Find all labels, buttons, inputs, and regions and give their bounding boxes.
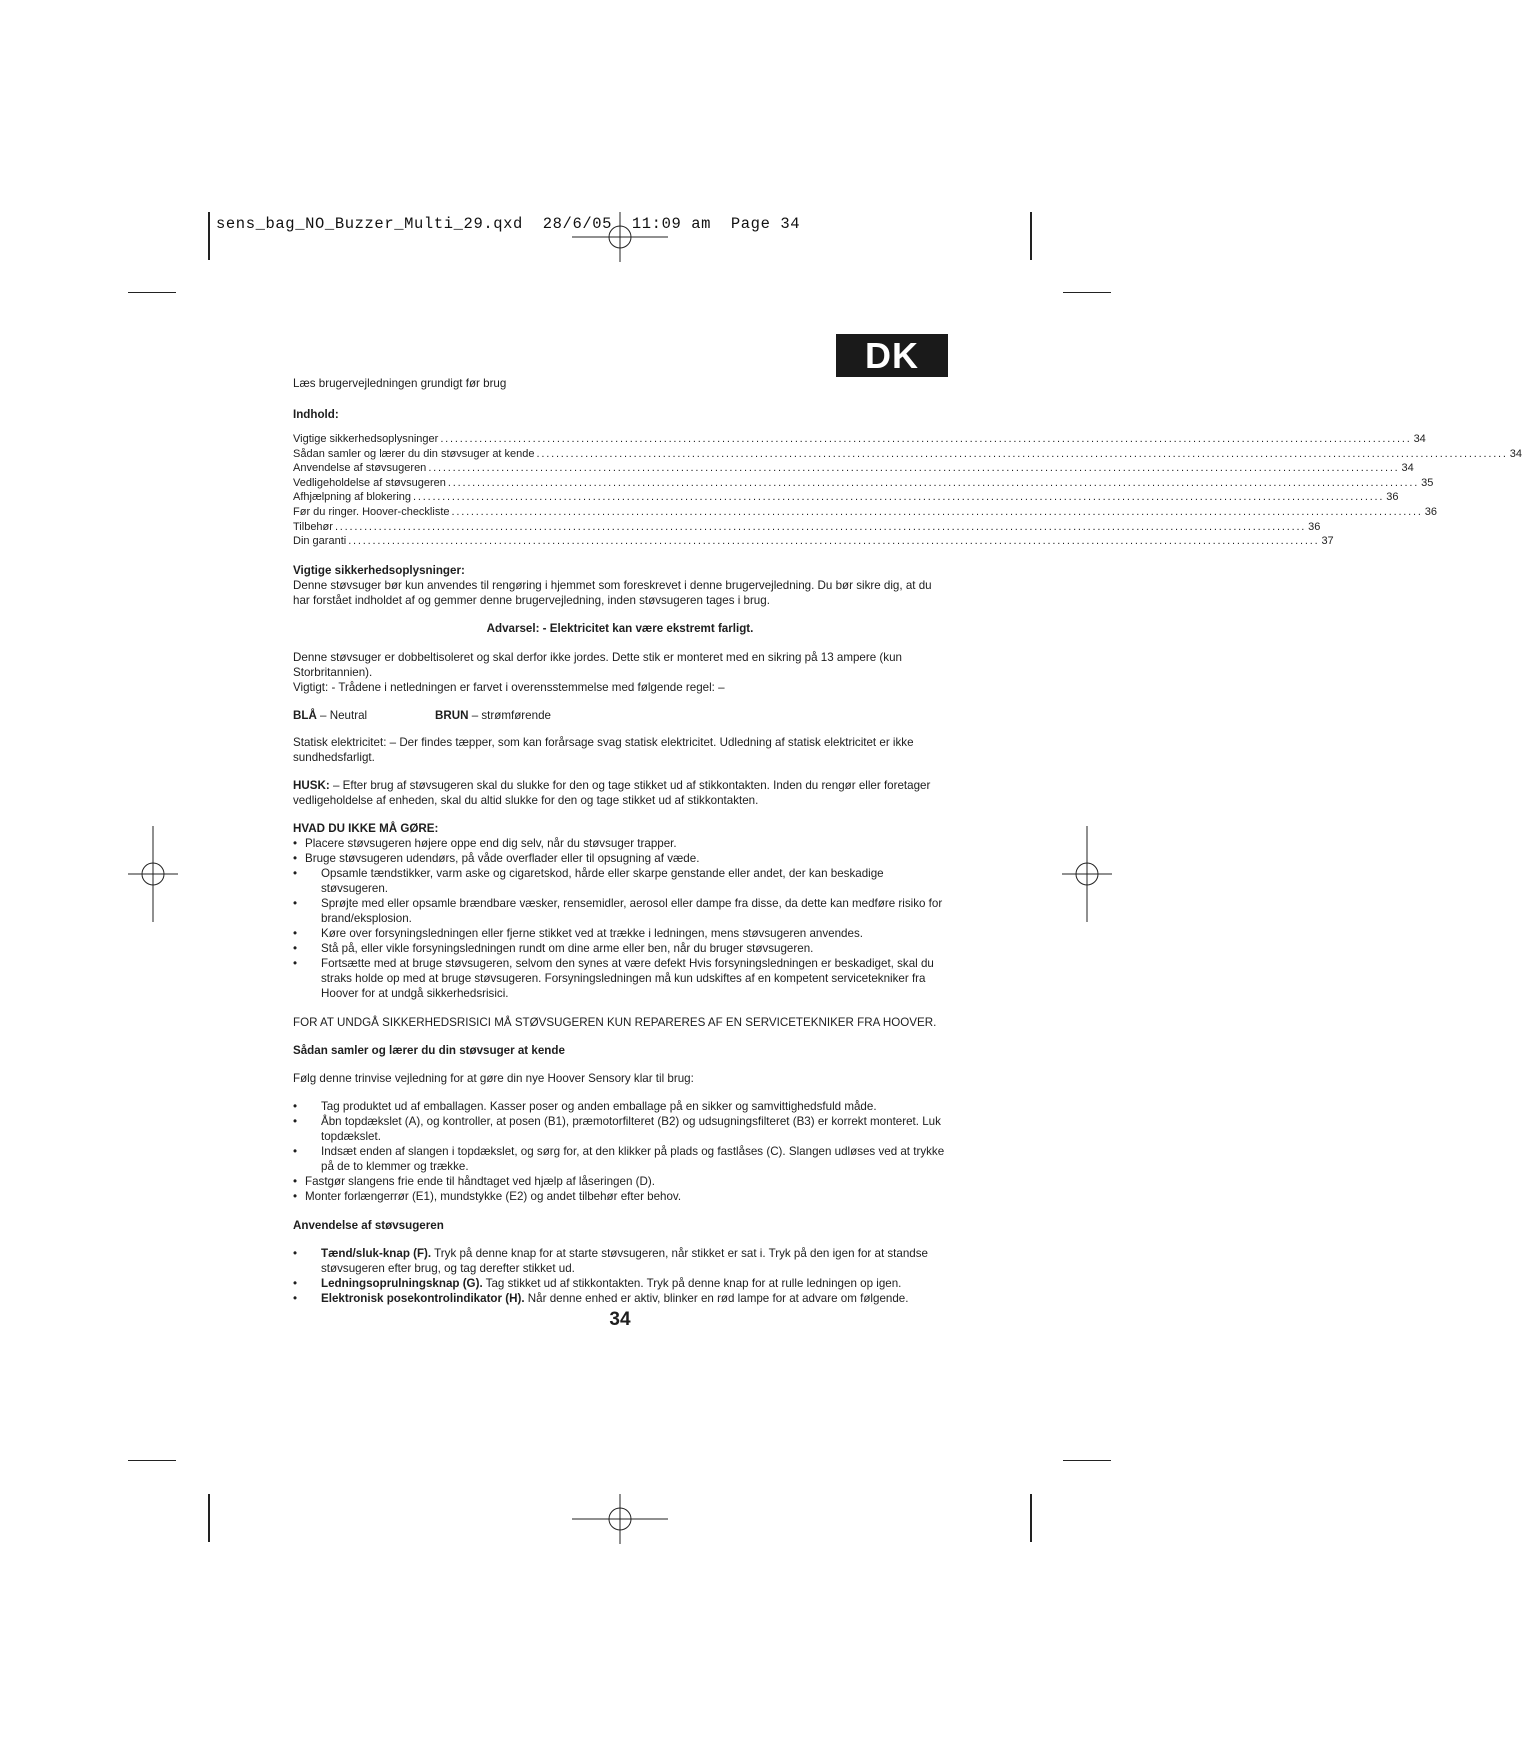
list-item: • Tag produktet ud af emballagen. Kasser poser og anden emballage på en sikker og samvittighedsfuld måde.	[293, 1099, 947, 1114]
list-item: • Bruge støvsugeren udendørs, på våde overflader eller til opsugning af væde.	[293, 851, 947, 866]
repair-notice: FOR AT UNDGÅ SIKKERHEDSRISICI MÅ STØVSUGEREN KUN REPARERES AF EN SERVICETEKNIKER FRA HOOVER.	[293, 1015, 937, 1029]
toc-entry-label: Før du ringer. Hoover-checkliste	[293, 505, 450, 518]
toc-entry-label: Vedligeholdelse af støvsugeren	[293, 476, 446, 489]
safety-heading: Vigtige sikkerhedsoplysninger:	[293, 563, 465, 577]
list-item: • Indsæt enden af slangen i topdækslet, og sørg for, at den klikker på plads og fastlåses (C). Slangen udløses ved at trykke på de to klemmer og trække.	[293, 1144, 947, 1174]
list-item: • Sprøjte med eller opsamle brændbare væsker, rensemidler, aerosol eller dampe fra disse, da dette kan medføre risiko for brand/eksplosion.	[293, 896, 947, 926]
toc-entry-page: 36	[1424, 505, 1437, 518]
assembly-list	[293, 1099, 947, 1204]
usage-item-text: Tryk på denne knap for at starte støvsugeren, når stikket er sat i. Tryk på den igen for at standse støvsugeren efter brug, og tag derefter stikket ud.	[321, 1246, 928, 1275]
toc-entry-page: 36	[1386, 491, 1399, 504]
page-number: 34	[609, 1308, 631, 1330]
husk-paragraph	[293, 778, 947, 808]
crop-mark	[128, 292, 176, 293]
toc-entry-page: 35	[1421, 476, 1434, 489]
list-item: • Fortsætte med at bruge støvsugeren, selvom den synes at være defekt Hvis forsyningsledningen er beskadiget, skal du straks holde op med at bruge støvsugeren. Forsyningsledningen må kun udskiftes af en kompetent servicetekniker fra Hoover for at undgå sikkerhedsrisici.	[293, 956, 947, 1001]
dont-list	[293, 836, 947, 1001]
list-item: • Monter forlængerrør (E1), mundstykke (E2) og andet tilbehør efter behov.	[293, 1189, 947, 1204]
usage-list	[293, 1246, 947, 1306]
list-item: • Stå på, eller vikle forsyningsledningen rundt om dine arme eller ben, når du bruger støvsugeren.	[293, 941, 947, 956]
registration-mark-top	[572, 212, 668, 262]
toc-entry	[293, 520, 1321, 535]
toc-entry-label: Tilbehør	[293, 520, 333, 533]
usage-item-text: Når denne enhed er aktiv, blinker en rød lampe for at advare om følgende.	[524, 1291, 909, 1305]
wire-blue	[293, 708, 435, 723]
static-electricity-paragraph: Statisk elektricitet: – Der findes tæpper, som kan forårsage svag statisk elektricitet. Udledning af statisk elektricitet er ikke sundhedsfarligt.	[293, 735, 914, 764]
print-slug: sens_bag_NO_Buzzer_Multi_29.qxd 28/6/05 11:09 am Page 34	[216, 215, 801, 233]
dont-heading: HVAD DU IKKE MÅ GØRE:	[293, 821, 439, 835]
toc-entry-label: Anvendelse af støvsugeren	[293, 462, 427, 475]
toc-entry-page: 34	[1413, 433, 1426, 445]
usage-item-label: Ledningsoprulningsknap (G).	[321, 1276, 483, 1290]
toc-entry-page: 34	[1509, 447, 1522, 460]
toc-dot-leader: ........................................................................................................................................................................................................	[348, 535, 1320, 548]
wire-colors	[293, 708, 947, 723]
safety-paragraph: Denne støvsuger bør kun anvendes til rengøring i hjemmet som foreskrevet i denne brugervejledning. Du bør sikre dig, at du har forstået indholdet af og gemmer denne brugervejledning, inden støvsugeren tages i brug.	[293, 578, 932, 607]
crop-mark	[1063, 292, 1111, 293]
wire-brown	[435, 708, 551, 723]
crop-mark	[128, 1460, 176, 1461]
toc-entry	[293, 490, 1399, 505]
registration-mark-bottom	[572, 1494, 668, 1544]
list-item: • Åbn topdækslet (A), og kontroller, at posen (B1), præmotorfilteret (B2) og udsugningsfilteret (B3) er korrekt monteret. Luk topdækslet.	[293, 1114, 947, 1144]
registration-mark-right	[1062, 826, 1112, 922]
toc-entry-page: 37	[1321, 535, 1334, 548]
list-item: • Fastgør slangens frie ende til håndtaget ved hjælp af låseringen (D).	[293, 1174, 947, 1189]
list-item	[293, 1276, 947, 1291]
list-item: • Placere støvsugeren højere oppe end dig selv, når du støvsuger trapper.	[293, 836, 947, 851]
usage-item-label: Tænd/sluk-knap (F).	[321, 1246, 432, 1260]
toc-dot-leader: ........................................................................................................................................................................................................	[413, 491, 1385, 504]
crop-mark	[1030, 1494, 1032, 1542]
main-content	[293, 376, 1522, 1330]
list-item: • Køre over forsyningsledningen eller fjerne stikket ved at trække i ledningen, mens støvsugeren anvendes.	[293, 926, 947, 941]
wire-blue-text: – Neutral	[316, 708, 368, 722]
list-item	[293, 1291, 947, 1306]
toc-dot-leader: ........................................................................................................................................................................................................	[428, 462, 1400, 475]
wire-blue-label: BLÅ	[293, 708, 317, 722]
usage-item-label: Elektronisk posekontrolindikator (H).	[321, 1291, 525, 1305]
toc-entry-label: Din garanti	[293, 535, 347, 548]
crop-mark	[208, 1494, 210, 1542]
husk-label: HUSK:	[293, 778, 330, 792]
toc-entry-label: Sådan samler og lærer du din støvsuger at kende	[293, 447, 535, 460]
insulation-paragraph: Denne støvsuger er dobbeltisoleret og skal derfor ikke jordes. Dette stik er monteret med en sikring på 13 ampere (kun Storbritannien).	[293, 650, 902, 679]
crop-mark	[1030, 212, 1032, 260]
list-item	[293, 1246, 947, 1276]
wire-brown-label: BRUN	[435, 708, 469, 722]
toc-dot-leader: ........................................................................................................................................................................................................	[447, 476, 1420, 489]
wire-brown-text: – strømførende	[468, 708, 551, 722]
toc-entry	[293, 505, 1437, 520]
toc-dot-leader: ........................................................................................................................................................................................................	[334, 520, 1307, 533]
crop-mark	[208, 212, 210, 260]
language-badge: DK	[836, 334, 948, 377]
toc-entry-label: Vigtige sikkerhedsoplysninger	[293, 433, 439, 445]
wiring-note: Vigtigt: - Trådene i netledningen er farvet i overensstemmelse med følgende regel: –	[293, 680, 725, 694]
toc-dot-leader: ........................................................................................................................................................................................................	[440, 433, 1412, 445]
toc-entry-label: Afhjælpning af blokering	[293, 491, 412, 504]
husk-text: – Efter brug af støvsugeren skal du slukke for den og tage stikket ud af stikkontakten. Inden du rengør eller foretager vedligeholdelse af enheden, skal du altid slukke for den og tage stikket ud af stikkontakten.	[293, 778, 931, 807]
toc-entry-page: 34	[1401, 462, 1414, 475]
intro-text: Læs brugervejledningen grundigt før brug	[293, 377, 507, 390]
assembly-intro: Følg denne trinvise vejledning for at gøre din nye Hoover Sensory klar til brug:	[293, 1071, 694, 1085]
toc-dot-leader: ........................................................................................................................................................................................................	[451, 505, 1423, 518]
toc-entry	[293, 461, 1414, 476]
toc-entry	[293, 476, 1434, 491]
table-of-contents	[293, 432, 1522, 549]
toc-dot-leader: ........................................................................................................................................................................................................	[536, 447, 1508, 460]
toc-entry-page: 36	[1308, 520, 1321, 533]
toc-heading: Indhold:	[293, 408, 339, 421]
toc-entry	[293, 447, 1522, 462]
list-item: • Opsamle tændstikker, varm aske og cigaretskod, hårde eller skarpe genstande eller andet, der kan beskadige støvsugeren.	[293, 866, 947, 896]
usage-heading: Anvendelse af støvsugeren	[293, 1218, 444, 1232]
electricity-warning: Advarsel: - Elektricitet kan være ekstremt farligt.	[486, 621, 754, 635]
toc-entry	[293, 534, 1334, 549]
registration-mark-left	[128, 826, 178, 922]
usage-item-text: Tag stikket ud af stikkontakten. Tryk på denne knap for at rulle ledningen op igen.	[482, 1276, 902, 1290]
assembly-heading: Sådan samler og lærer du din støvsuger at kende	[293, 1043, 565, 1057]
toc-entry	[293, 432, 1426, 447]
crop-mark	[1063, 1460, 1111, 1461]
